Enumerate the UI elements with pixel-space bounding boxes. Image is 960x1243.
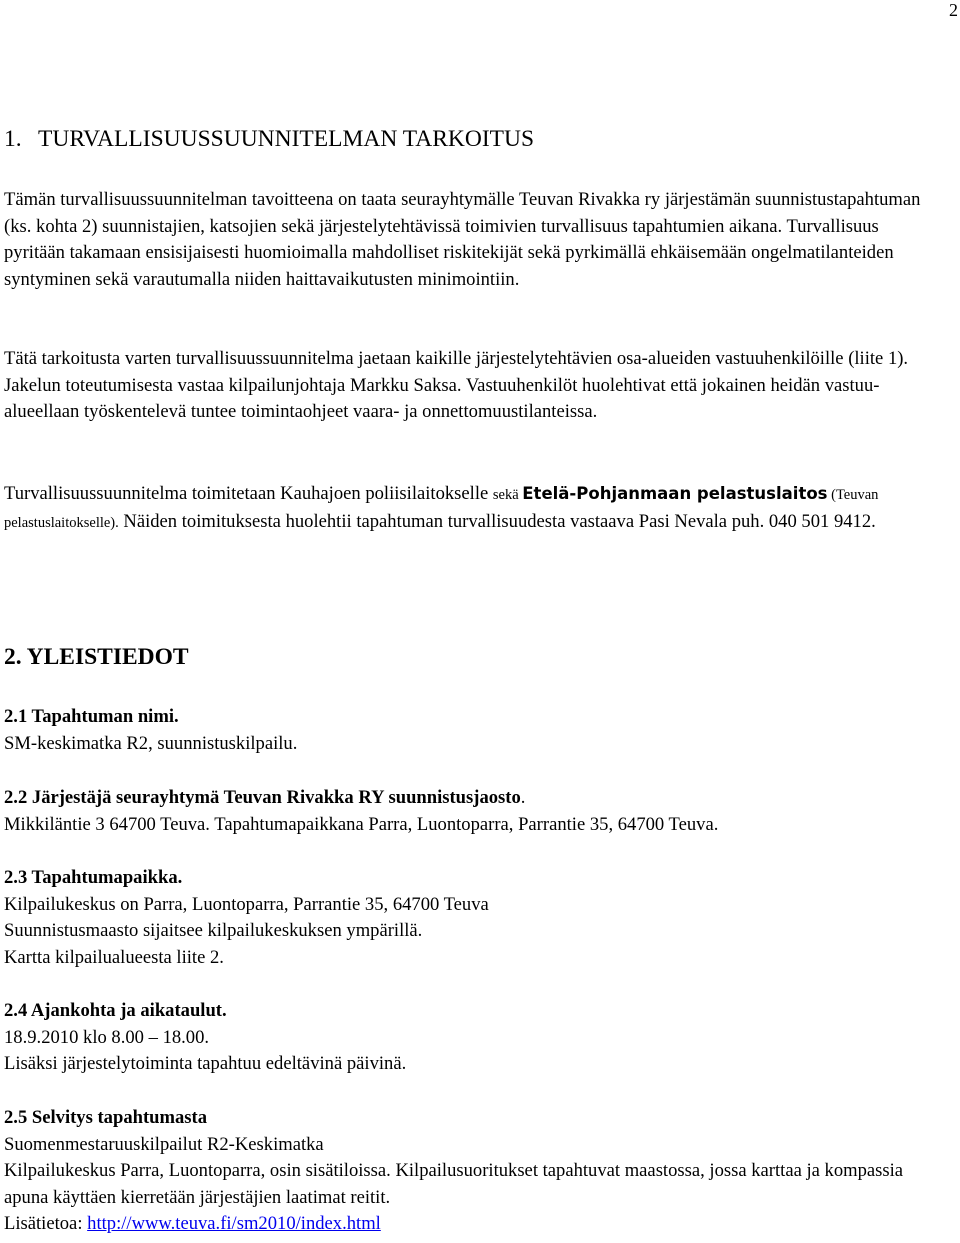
- section-1-number: 1.: [4, 126, 22, 152]
- section-1-title: TURVALLISUUSSUUNNITELMAN TARKOITUS: [38, 126, 535, 152]
- event-name-text: SM-keskimatka R2, suunnistuskilpailu.: [4, 732, 298, 754]
- event-description-line-1: Suomenmestaruuskilpailut R2-Keskimatka: [4, 1133, 324, 1155]
- organizer-address-text: Mikkiläntie 3 64700 Teuva. Tapahtumapaikkana Parra, Luontoparra, Parrantie 35, 64700 Teuva.: [4, 813, 719, 835]
- more-info-line: [4, 1211, 944, 1238]
- subsection-2-5: [4, 1105, 944, 1238]
- venue-line-1: Kilpailukeskus on Parra, Luontoparra, Parrantie 35, 64700 Teuva: [4, 893, 489, 915]
- section-2-heading: 2. YLEISTIEDOT: [4, 644, 189, 670]
- rescue-department-name: Etelä-Pohjanmaan pelastuslaitos: [522, 484, 828, 503]
- subsection-2-4-title: 2.4 Ajankohta ja aikataulut.: [4, 1000, 227, 1021]
- more-info-link[interactable]: http://www.teuva.fi/sm2010/index.html: [87, 1213, 381, 1235]
- page-number: 2: [949, 0, 958, 20]
- venue-line-3: Kartta kilpailualueesta liite 2.: [4, 946, 224, 968]
- delivery-text-d: (Teuvan pelastuslaitokselle).: [4, 487, 879, 531]
- delivery-paragraph: [4, 481, 944, 536]
- subsection-2-3: [4, 865, 944, 971]
- venue-line-2: Suunnistusmaasto sijaitsee kilpailukeskuksen ympärillä.: [4, 920, 423, 942]
- schedule-line-2: Lisäksi järjestelytoiminta tapahtuu edeltävinä päivinä.: [4, 1053, 407, 1075]
- subsection-2-4: [4, 998, 944, 1078]
- delivery-text-e: Näiden toimituksesta huolehtii tapahtuman turvallisuudesta vastaava Pasi Nevala puh. 040 501 9412.: [118, 510, 876, 532]
- more-info-label: Lisätietoa:: [4, 1213, 88, 1235]
- schedule-line-1: 18.9.2010 klo 8.00 – 18.00.: [4, 1026, 210, 1048]
- distribution-paragraph: Tätä tarkoitusta varten turvallisuussuunnitelma jaetaan kaikille järjestelytehtävien osa-alueiden vastuuhenkilöille (liite 1). Jakelun toteutumisesta vastaa kilpailunjohtaja Markku Saksa. Vastuuhenkilöt huolehtivat että jokainen heidän vastuu-alueellaan työskentelevä tuntee toimintaohjeet vaara- ja onnettomuustilanteissa.: [4, 348, 909, 423]
- event-description-line-2: Kilpailukeskus Parra, Luontoparra, osin sisätiloissa. Kilpailusuoritukset tapahtuvat maastossa, jossa karttaa ja kompassia apuna käyttäen kierretään järjestäjien laatimat reitit.: [4, 1160, 904, 1208]
- subsection-2-2: [4, 785, 944, 838]
- subsection-2-2-title: 2.2 Järjestäjä seurayhtymä Teuvan Rivakka RY suunnistusjaosto: [4, 787, 521, 808]
- section-1-heading: [4, 124, 534, 154]
- subsection-2-3-title: 2.3 Tapahtumapaikka.: [4, 867, 183, 888]
- subsection-2-1-title: 2.1 Tapahtuman nimi.: [4, 706, 179, 727]
- delivery-text-b: sekä: [492, 487, 523, 503]
- delivery-text-a: Turvallisuussuunnitelma toimitetaan Kauhajoen poliisilaitokselle: [4, 483, 493, 504]
- subsection-2-2-dot: .: [520, 787, 526, 808]
- subsection-2-1: [4, 704, 944, 757]
- purpose-paragraph: Tämän turvallisuussuunnitelman tavoitteena on taata seurayhtymälle Teuvan Rivakka ry järjestämän suunnistustapahtuman (ks. kohta 2) suunnistajien, katsojien sekä järjestelytehtävissä toimivien turvallisuus tapahtumien aikana. Turvallisuus pyritään takamaan ensisijaisesti huomioimalla mahdolliset riskitekijät sekä pyrkimällä ehkäisemään ongelmatilanteiden syntyminen sekä varautumalla niiden haittavaikutusten minimointiin.: [4, 189, 921, 290]
- subsection-2-5-title: 2.5 Selvitys tapahtumasta: [4, 1107, 207, 1128]
